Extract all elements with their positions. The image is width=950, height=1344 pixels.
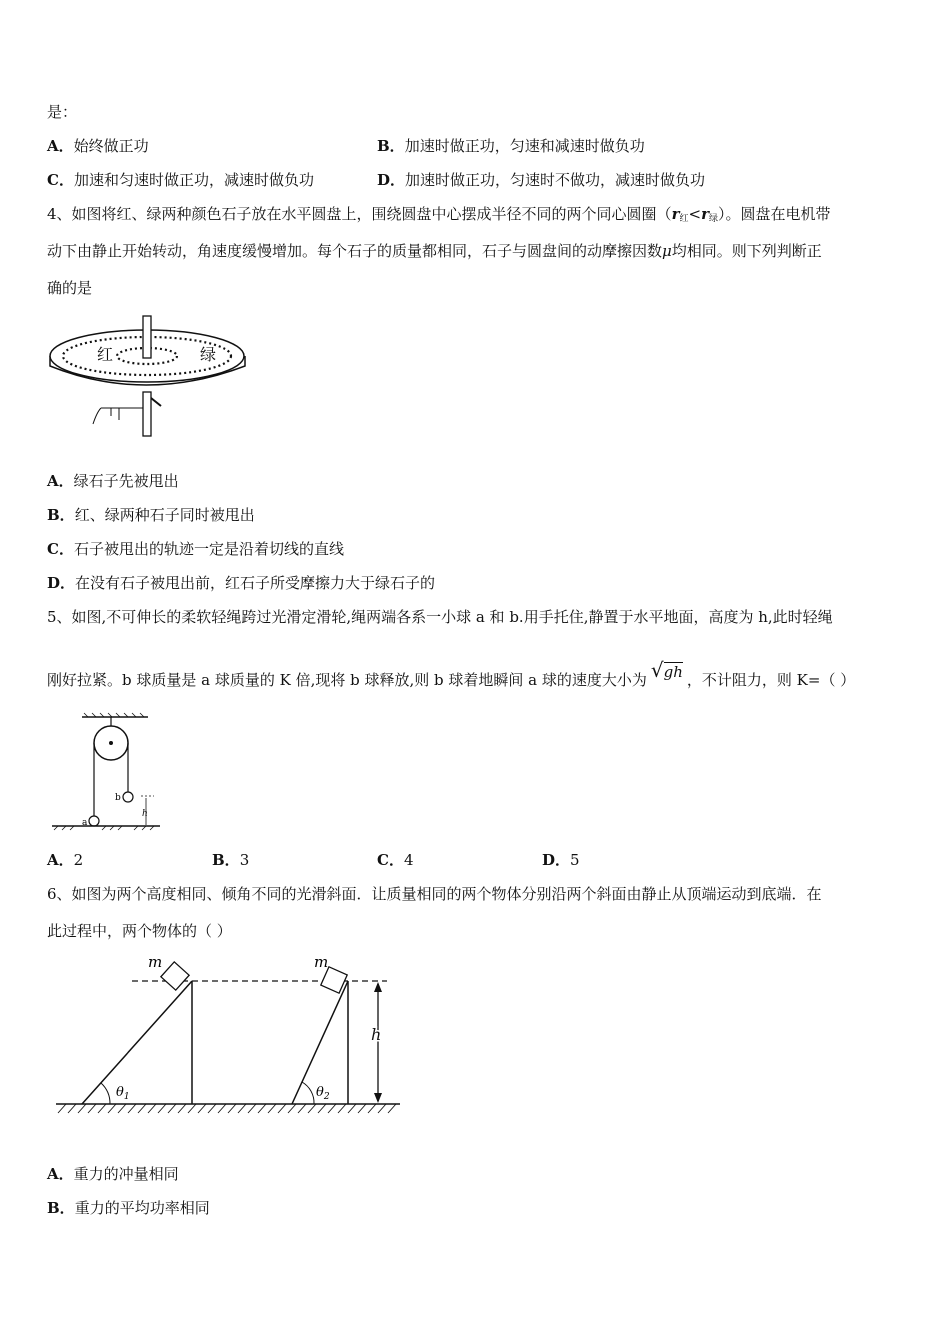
theta-1-symbol: θ xyxy=(116,1085,124,1100)
radius-symbol: r xyxy=(701,205,709,223)
option-text: 3 xyxy=(239,851,250,869)
option-label: C． xyxy=(377,851,404,869)
option-text: 5 xyxy=(570,851,580,869)
q4-stem-text: 动下由静止开始转动，角速度缓慢增加。每个石子的质量都相同，石子与圆盘间的动摩擦因数 xyxy=(47,242,663,260)
inclines-figure xyxy=(52,952,404,1117)
q6-stem-line2: 此过程中，两个物体的（ ） xyxy=(47,922,232,940)
q3-option-a xyxy=(47,136,149,156)
rotating-disk-figure xyxy=(45,312,250,440)
q4-stem-line3: 确的是 xyxy=(47,279,93,297)
q5-stem-line2 xyxy=(47,658,856,690)
theta-label-2 xyxy=(316,1085,330,1102)
option-label: D． xyxy=(542,851,571,869)
q5-option-d xyxy=(542,850,580,870)
fig-label-green: 绿 xyxy=(200,345,217,364)
sqrt-expression xyxy=(651,660,683,682)
ball-b xyxy=(123,792,133,802)
hand-sketch xyxy=(93,408,143,424)
q4-stem-text: 均相同。则下列判断正 xyxy=(671,242,822,260)
option-label: C． xyxy=(47,171,74,189)
q5-option-b xyxy=(212,850,249,870)
ball-a xyxy=(89,816,99,826)
option-text: 加速时做正功，匀速和减速时做负功 xyxy=(404,137,645,155)
q5-option-a xyxy=(47,850,83,870)
incline-1-slope xyxy=(82,981,192,1104)
option-label: A． xyxy=(47,137,74,155)
pointer-mark xyxy=(151,398,161,406)
option-text: 绿石子先被甩出 xyxy=(73,472,179,490)
block-1 xyxy=(161,962,189,990)
q3-option-d xyxy=(377,170,705,190)
mass-label-1: m xyxy=(148,953,163,971)
option-label: A． xyxy=(47,851,74,869)
option-label: B． xyxy=(47,1199,75,1217)
theta-2-symbol: θ xyxy=(316,1085,324,1100)
ground-hatch xyxy=(58,1104,396,1113)
shaft-top xyxy=(143,316,151,358)
pulley-figure xyxy=(48,712,163,834)
sqrt-radicand: gh xyxy=(663,663,683,681)
option-text: 重力的平均功率相同 xyxy=(74,1199,210,1217)
q4-option-b xyxy=(47,505,255,525)
height-arrow-down-icon xyxy=(374,1093,382,1103)
q4-stem-text: ）。圆盘在电机带 xyxy=(717,205,831,223)
radius-symbol: r xyxy=(671,205,680,223)
label-h: h xyxy=(142,809,148,819)
option-text: 重力的冲量相同 xyxy=(73,1165,179,1183)
q6-option-a xyxy=(47,1164,179,1184)
less-than: < xyxy=(688,205,702,223)
option-label: B． xyxy=(377,137,405,155)
option-text: 加速时做正功，匀速时不做功，减速时做负功 xyxy=(405,171,706,189)
q4-stem-line1 xyxy=(47,204,831,229)
pulley-axle xyxy=(109,741,113,745)
theta-2-subscript: 2 xyxy=(323,1092,330,1102)
q3-option-c xyxy=(47,170,314,190)
option-label: B． xyxy=(212,851,240,869)
option-text: 在没有石子被甩出前，红石子所受摩擦力大于绿石子的 xyxy=(75,574,436,592)
radius-green-subscript: 绿 xyxy=(708,214,718,224)
q5-stem-line1: 5、如图,不可伸长的柔软轻绳跨过光滑定滑轮,绳两端各系一小球 a 和 b.用手托住,静置于水平地面，高度为 h,此时轻绳 xyxy=(47,608,833,626)
q4-stem-text: 4、如图将红、绿两种颜色石子放在水平圆盘上，围绕圆盘中心摆成半径不同的两个同心圆圈（ xyxy=(47,205,672,223)
label-b: b xyxy=(115,793,121,803)
q5-stem-text: 刚好拉紧。b 球质量是 a 球质量的 K 倍,现将 b 球释放,则 b 球着地瞬间 a 球的速度大小为 xyxy=(47,671,647,689)
q3-stem-tail: 是： xyxy=(47,103,78,121)
q4-option-a xyxy=(47,471,179,491)
shaft-bottom xyxy=(143,392,151,436)
option-label: A． xyxy=(47,472,74,490)
sqrt-radical-icon: √ xyxy=(650,658,664,682)
angle-arc-1 xyxy=(101,1083,110,1104)
option-label: D． xyxy=(377,171,406,189)
option-label: D． xyxy=(47,574,76,592)
option-text: 石子被甩出的轨迹一定是沿着切线的直线 xyxy=(73,540,344,558)
theta-1-subscript: 1 xyxy=(123,1092,130,1102)
mu-symbol: μ xyxy=(662,242,672,260)
option-text: 始终做正功 xyxy=(73,137,149,155)
q6-stem-line1: 6、如图为两个高度相同、倾角不同的光滑斜面．让质量相同的两个物体分别沿两个斜面由静止从顶端运动到底端．在 xyxy=(47,885,822,903)
q4-stem-line2 xyxy=(47,241,822,261)
q3-option-b xyxy=(377,136,645,156)
option-label: C． xyxy=(47,540,74,558)
option-text: 4 xyxy=(403,851,414,869)
q5-option-c xyxy=(377,850,414,870)
q6-option-b xyxy=(47,1198,210,1218)
option-text: 红、绿两种石子同时被甩出 xyxy=(74,506,255,524)
q4-option-d xyxy=(47,573,435,593)
option-text: 2 xyxy=(73,851,84,869)
height-arrow-up-icon xyxy=(374,982,382,992)
fig-label-red: 红 xyxy=(97,345,114,364)
option-text: 加速和匀速时做正功，减速时做负功 xyxy=(73,171,314,189)
option-label: B． xyxy=(47,506,75,524)
theta-label-1 xyxy=(116,1085,130,1102)
radius-red-subscript: 红 xyxy=(679,214,689,224)
label-a: a xyxy=(82,818,88,828)
option-label: A． xyxy=(47,1165,74,1183)
height-label: h xyxy=(371,1025,382,1044)
q5-stem-text: ，不计阻力，则 K=（ ） xyxy=(686,671,856,689)
angle-arc-2 xyxy=(302,1082,314,1104)
q4-option-c xyxy=(47,539,344,559)
mass-label-2: m xyxy=(314,953,329,971)
